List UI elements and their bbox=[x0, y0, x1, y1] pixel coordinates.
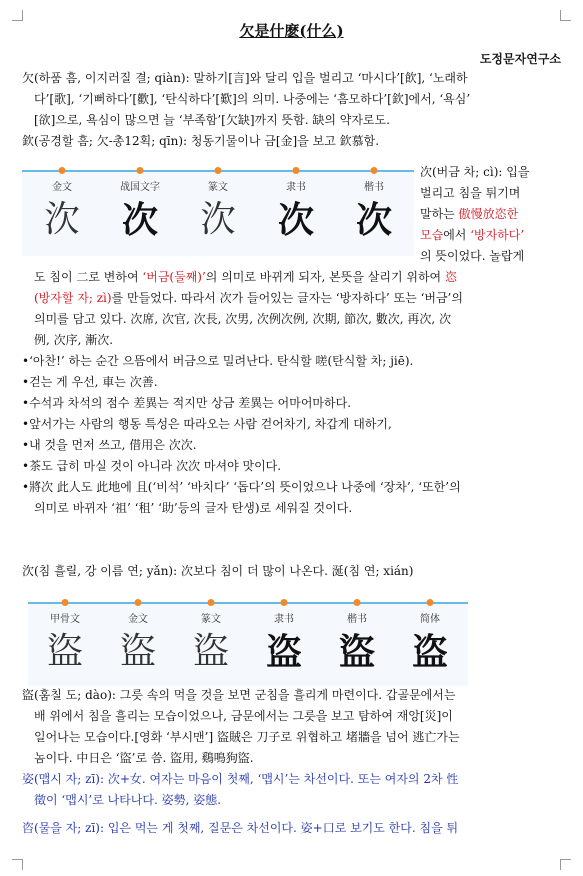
timeline-dot bbox=[208, 599, 215, 606]
glyph-char: 盗 bbox=[265, 631, 303, 673]
glyph-char: 次 bbox=[277, 199, 315, 241]
script-label: 甲骨文 bbox=[50, 614, 80, 625]
list-item: •내 것을 먼저 쓰고, 借用은 次次. bbox=[22, 438, 197, 452]
script-label: 隶书 bbox=[274, 614, 294, 625]
text-span: 를 만들었다. 따라서 次가 들어있는 글자는 ‘방자하다’ 또는 ‘버금’의 bbox=[111, 291, 463, 305]
script-label: 楷书 bbox=[347, 614, 367, 625]
timeline-dot bbox=[354, 599, 361, 606]
text-span: 말하는 bbox=[420, 207, 459, 221]
author-org: 도정문자연구소 bbox=[479, 52, 561, 66]
list-item: •將次 此人도 此地에 且(‘비석’ ‘바치다’ ‘돕다’의 뜻이었으나 나중에 ‘장차’, ‘또한’의 bbox=[22, 480, 461, 494]
script-label: 篆文 bbox=[201, 614, 221, 625]
crop-mark bbox=[560, 859, 571, 870]
paragraph-qian bbox=[22, 68, 562, 152]
list-item: •수석과 차석의 점수 差異는 적지만 상금 差異는 어마어마하다. bbox=[22, 396, 352, 410]
script-label: 简体 bbox=[420, 614, 440, 625]
highlight-text: 恣 bbox=[444, 270, 457, 284]
list-item: 의미로 바뀌자 ‘祖’ ‘租’ ‘助’등의 글자 탄생)로 세워질 것이다. bbox=[34, 501, 353, 515]
glyph-char: 盜 bbox=[46, 631, 84, 672]
paragraph-dao bbox=[22, 685, 562, 769]
crop-mark bbox=[12, 859, 23, 870]
list-item: •걷는 게 우선, 車는 次善. bbox=[22, 375, 158, 389]
timeline-dot bbox=[135, 599, 142, 606]
text-line: [欲]으로, 욕심이 많으면 늘 ‘부족함’[欠缺]까지 뜻함. 缺의 약자로도. bbox=[34, 113, 390, 127]
text-line: 例, 次序, 漸次. bbox=[34, 333, 114, 347]
highlight-text: ‘버금(둘째)’ bbox=[142, 270, 206, 284]
list-item: •茶도 급히 마실 것이 아니라 次次 마셔야 맛이다. bbox=[22, 459, 282, 473]
bullet-list bbox=[22, 351, 562, 519]
glyph-char: 盜 bbox=[119, 631, 157, 672]
list-item: •앞서가는 사람의 행동 특성은 따라오는 사람 걷어차기, 차갑게 대하기, bbox=[22, 417, 392, 431]
text-line: 배 위에서 침을 흘리는 모습이었으나, 금문에서는 그릇을 보고 탐하여 재앙[災]이 bbox=[34, 709, 453, 723]
text-line: 다’[歌], ‘기뻐하다’[歡], ‘탄식하다’[歎]의 의미. 나중에는 ‘흠모하다’[欽]에서, ‘욕심’ bbox=[34, 92, 471, 106]
timeline-dot bbox=[59, 167, 66, 174]
text-line: 놈이다. 中日은 ‘盜’로 씀. 盜用, 鷄鳴狗盜. bbox=[34, 751, 254, 765]
text-line: 의미를 담고 있다. 次席, 次官, 次長, 次男, 次例次例, 次期, 節次, 數次, 再次, 次 bbox=[34, 312, 452, 326]
glyph-char: 盜 bbox=[192, 631, 230, 672]
glyph-evolution-strip-ci bbox=[22, 170, 414, 256]
glyph-char: 盗 bbox=[411, 631, 449, 673]
page-title: 欠是什麽(什么) bbox=[239, 22, 344, 40]
timeline-dot bbox=[371, 167, 378, 174]
script-label: 楷书 bbox=[364, 182, 384, 193]
glyph-evolution-strip-dao bbox=[28, 602, 468, 686]
highlight-text: 모습 bbox=[420, 228, 444, 242]
paragraph-yan bbox=[22, 561, 562, 582]
timeline-dot bbox=[215, 167, 222, 174]
text-line: 徵이 ‘맵시’로 나타나다. 姿勢, 姿態. bbox=[34, 793, 222, 807]
text-span: 의 의미로 바뀌게 되자, 본뜻을 살리기 위하여 bbox=[205, 270, 445, 284]
text-line: 盜(훔칠 도; dào): 그릇 속의 먹을 것을 보면 군침을 흘리게 마련이다. 갑골문에서는 bbox=[22, 688, 456, 702]
text-span: 에서 bbox=[443, 228, 471, 242]
glyph-char: 㳄 bbox=[199, 199, 237, 240]
text-line: 벌리고 침을 튀기며 bbox=[420, 186, 521, 200]
script-label: 隶书 bbox=[286, 182, 306, 193]
text-line: 欠(하품 흠, 이지러질 결; qiàn): 말하기[言]와 달리 입을 벌리고 ‘마시다’[飮], ‘노래하 bbox=[22, 71, 468, 85]
list-item: •‘아찬!’ 하는 순간 으뜸에서 버금으로 밀려난다. 탄식할 嗟(탄식할 차; jiē). bbox=[22, 354, 414, 368]
script-label: 金文 bbox=[128, 614, 148, 625]
timeline-dot bbox=[427, 599, 434, 606]
highlight-text: ‘방자하다’ bbox=[470, 228, 525, 242]
text-line: 일어나는 모습이다.[영화 ‘부시맨’] 盜賊은 刀子로 위협하고 堵牆을 넘어 逃亡가는 bbox=[34, 730, 460, 744]
glyph-char: 次 bbox=[355, 199, 393, 241]
highlight-text: (방자할 자; zì) bbox=[34, 291, 112, 305]
glyph-char: 次 bbox=[121, 199, 159, 241]
text-line: 咨(물을 자; zī): 입은 먹는 게 첫째, 질문은 차선이다. 姿+口로 보기도 한다. 침을 튀 bbox=[22, 821, 459, 835]
script-label: 篆文 bbox=[208, 182, 228, 193]
text-line: 姿(맵시 자; zī): 次+女. 여자는 마음이 첫째, ‘맵시’는 차선이다. 또는 여자의 2차 性 bbox=[22, 772, 459, 786]
glyph-char: 㳄 bbox=[43, 199, 81, 240]
text-span: 도 침이 二로 변하여 bbox=[34, 270, 143, 284]
paragraph-zi-2 bbox=[22, 818, 562, 839]
timeline-dot bbox=[293, 167, 300, 174]
paragraph-zi-1 bbox=[22, 769, 562, 811]
script-label: 金文 bbox=[52, 182, 72, 193]
timeline-dot bbox=[62, 599, 69, 606]
script-label: 战国文字 bbox=[120, 182, 160, 193]
timeline-dot bbox=[137, 167, 144, 174]
text-line: 의 뜻이었다. 놀랍게 bbox=[420, 249, 525, 263]
text-line: 㳄(침 흘릴, 강 이름 연; yǎn): 次보다 침이 더 많이 나온다. 涎(침 연; xián) bbox=[22, 564, 414, 578]
paragraph-ci bbox=[22, 267, 562, 351]
glyph-char: 盜 bbox=[338, 631, 376, 673]
highlight-text: 傲慢放恣한 bbox=[458, 207, 519, 221]
text-line: 次(버금 차; cì): 입을 bbox=[420, 165, 530, 179]
paragraph-ci-side bbox=[420, 162, 562, 267]
text-line: 欽(공경할 흠; 欠-총12획; qīn): 청동기물이나 금[金]을 보고 欽慕함. bbox=[22, 134, 380, 148]
timeline-dot bbox=[281, 599, 288, 606]
